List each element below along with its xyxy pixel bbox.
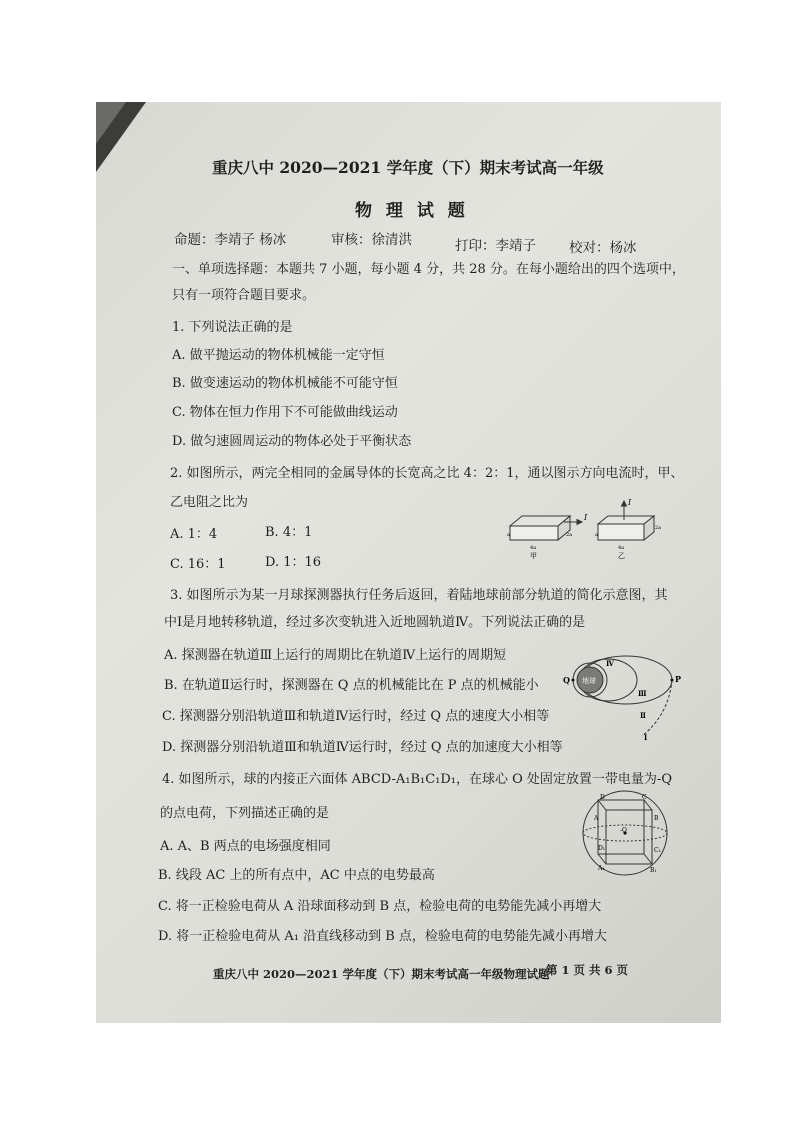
label-I: Ⅰ	[644, 733, 648, 742]
label-jia: 甲	[530, 552, 537, 560]
section-instruction-2: 只有一项符合题目要求。	[172, 288, 316, 303]
staff-author: 命题：李靖子 杨冰	[174, 232, 287, 248]
label-A1: A₁	[598, 865, 605, 872]
q4-option-c: C. 将一正检验电荷从 A 沿球面移动到 B 点，检验电荷的电势能先减小再增大	[158, 899, 602, 914]
block-yi-front	[598, 524, 644, 540]
footer-text: 重庆八中 2020—2021 学年度（下）期末考试高一年级物理试题	[213, 967, 550, 981]
q4-option-a: A. A、B 两点的电场强度相同	[160, 839, 331, 854]
label-charge: -Q	[620, 827, 627, 834]
label-D: D	[600, 794, 605, 801]
q3-option-c: C. 探测器分别沿轨道Ⅲ和轨道Ⅳ运行时，经过 Q 点的速度大小相等	[162, 709, 550, 724]
q2-stem-2: 乙电阻之比为	[170, 495, 249, 510]
page-corner-fold	[96, 102, 126, 144]
label-II: Ⅱ	[640, 711, 646, 720]
q1-stem: 1. 下列说法正确的是	[172, 320, 293, 335]
q1-option-a: A. 做平抛运动的物体机械能一定守恒	[172, 348, 385, 363]
cube-edge-2	[644, 800, 652, 810]
label-D1: D₁	[598, 845, 606, 852]
dim-2a-yi: 2a	[655, 525, 662, 531]
label-Q: Q	[563, 675, 570, 685]
q1-option-b: B. 做变速运动的物体机械能不可能守恒	[172, 376, 398, 391]
q2-stem-1: 2. 如图所示，两完全相同的金属导体的长宽高之比 4：2：1，通以图示方向电流时，甲、	[170, 466, 684, 481]
cube-edge-1	[598, 800, 606, 810]
staff-printer: 打印：李靖子	[455, 238, 536, 254]
earth-label: 地球	[582, 677, 596, 685]
exam-subtitle: 物 理 试 题	[355, 201, 469, 221]
point-P	[671, 679, 674, 682]
q2-option-b: B. 4：1	[265, 525, 313, 540]
q2-option-a: A. 1：4	[170, 527, 218, 542]
q4-stem-2: 的点电荷，下列描述正确的是	[160, 806, 330, 821]
dim-4a-yi: 4a	[618, 545, 625, 551]
q1-option-c: C. 物体在恒力作用下不可能做曲线运动	[172, 405, 398, 420]
q2-conductor-figure	[498, 496, 668, 562]
cube-edge-4	[644, 854, 652, 864]
dim-a-jia: a	[507, 532, 510, 538]
q4-sphere-cube-figure	[580, 788, 670, 878]
block-jia-front	[510, 526, 558, 540]
label-yi: 乙	[618, 552, 625, 560]
q3-orbit-figure	[560, 652, 690, 742]
label-P: P	[675, 674, 682, 684]
q4-option-d: D. 将一正检验电荷从 A₁ 沿直线移动到 B 点，检验电荷的电势能先减小再增大	[158, 929, 607, 944]
exam-title: 重庆八中 2020—2021 学年度（下）期末考试高一年级	[212, 158, 604, 177]
section-instruction-1: 一、单项选择题：本题共 7 小题，每小题 4 分，共 28 分。在每小题给出的四个选项中，	[172, 262, 685, 277]
arrow-head-yi	[622, 501, 627, 506]
label-I-yi: I	[628, 498, 632, 507]
label-I-jia: I	[584, 513, 588, 522]
q3-stem-2: 中Ⅰ是月地转移轨道，经过多次变轨进入近地圆轨道Ⅳ。下列说法正确的是	[164, 615, 586, 630]
label-C1: C₁	[654, 847, 661, 854]
staff-reviewer: 审核：徐清洪	[331, 232, 412, 248]
q4-stem-1: 4. 如图所示，球的内接正六面体 ABCD-A₁B₁C₁D₁，在球心 O 处固定放置一带电量为-Q	[162, 772, 672, 787]
arrow-head-jia	[577, 520, 582, 525]
q3-option-d: D. 探测器分别沿轨道Ⅲ和轨道Ⅳ运行时，经过 Q 点的加速度大小相等	[162, 740, 563, 755]
point-Q	[572, 679, 575, 682]
dim-2a-jia: 2a	[566, 532, 573, 538]
staff-proofreader: 校对：杨冰	[569, 240, 637, 256]
q2-option-c: C. 16：1	[170, 557, 226, 572]
cube-edge-3	[598, 854, 606, 864]
label-B: B	[654, 815, 659, 822]
q2-option-d: D. 1：16	[265, 555, 322, 570]
label-B1: B₁	[650, 867, 657, 874]
q3-stem-1: 3. 如图所示为某一月球探测器执行任务后返回，着陆地球前部分轨道的简化示意图，其	[170, 588, 668, 603]
label-III: Ⅲ	[638, 689, 647, 698]
footer-page-number: 第 1 页 共 6 页	[546, 963, 629, 977]
q4-option-b: B. 线段 AC 上的所有点中，AC 中点的电势最高	[158, 868, 435, 883]
q3-option-a: A. 探测器在轨道Ⅲ上运行的周期比在轨道Ⅳ上运行的周期短	[164, 648, 507, 663]
label-C: C	[642, 794, 647, 801]
q1-option-d: D. 做匀速圆周运动的物体必处于平衡状态	[172, 434, 412, 449]
q3-option-b: B. 在轨道Ⅱ运行时，探测器在 Q 点的机械能比在 P 点的机械能小	[164, 678, 539, 693]
label-IV: Ⅳ	[606, 659, 614, 668]
dim-4a-jia: 4a	[530, 545, 537, 551]
dim-a-yi: a	[595, 532, 598, 538]
label-A: A	[594, 815, 599, 822]
